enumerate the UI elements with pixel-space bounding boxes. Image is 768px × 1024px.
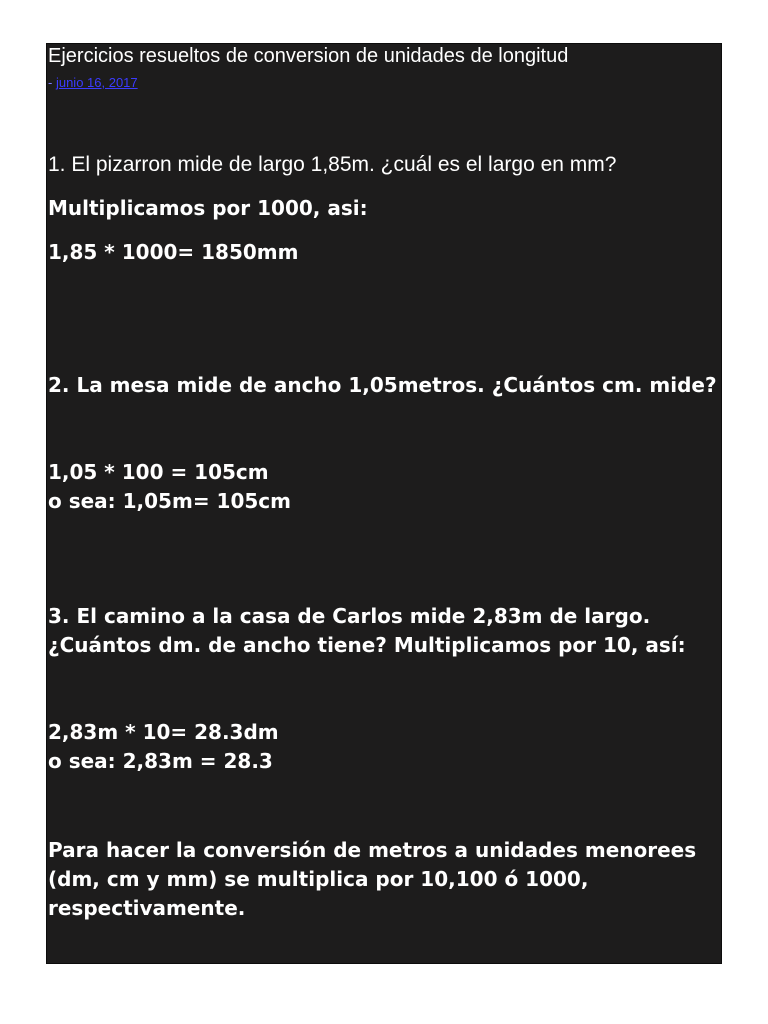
meta-prefix: - bbox=[48, 75, 56, 90]
post-meta bbox=[48, 75, 138, 91]
post-title: Ejercicios resueltos de conversion de unidades de longitud bbox=[48, 45, 569, 67]
exercise-2-question: 2. La mesa mide de ancho 1,05metros. ¿Cuántos cm. mide? bbox=[48, 373, 717, 397]
exercise-3-conclusion: o sea: 2,83m = 28.3 bbox=[48, 749, 273, 773]
exercise-3-result: 2,83m * 10= 28.3dm bbox=[48, 720, 279, 744]
exercise-1-result: 1,85 * 1000= 1850mm bbox=[48, 240, 299, 264]
exercise-1-step: Multiplicamos por 1000, asi: bbox=[48, 196, 368, 220]
document-page bbox=[46, 43, 722, 964]
post-date-link[interactable]: junio 16, 2017 bbox=[55, 75, 138, 90]
exercise-3-question: 3. El camino a la casa de Carlos mide 2,83m de largo. ¿Cuántos dm. de ancho tiene? Multiplicamos por 10, así: bbox=[48, 604, 686, 657]
exercise-2-conclusion: o sea: 1,05m= 105cm bbox=[48, 489, 291, 513]
exercise-2-result: 1,05 * 100 = 105cm bbox=[48, 460, 269, 484]
exercise-1-question: 1. El pizarron mide de largo 1,85m. ¿cuál es el largo en mm? bbox=[48, 153, 617, 176]
summary-text: Para hacer la conversión de metros a unidades menorees (dm, cm y mm) se multiplica por 10,100 ó 1000, respectivamente. bbox=[48, 838, 697, 920]
